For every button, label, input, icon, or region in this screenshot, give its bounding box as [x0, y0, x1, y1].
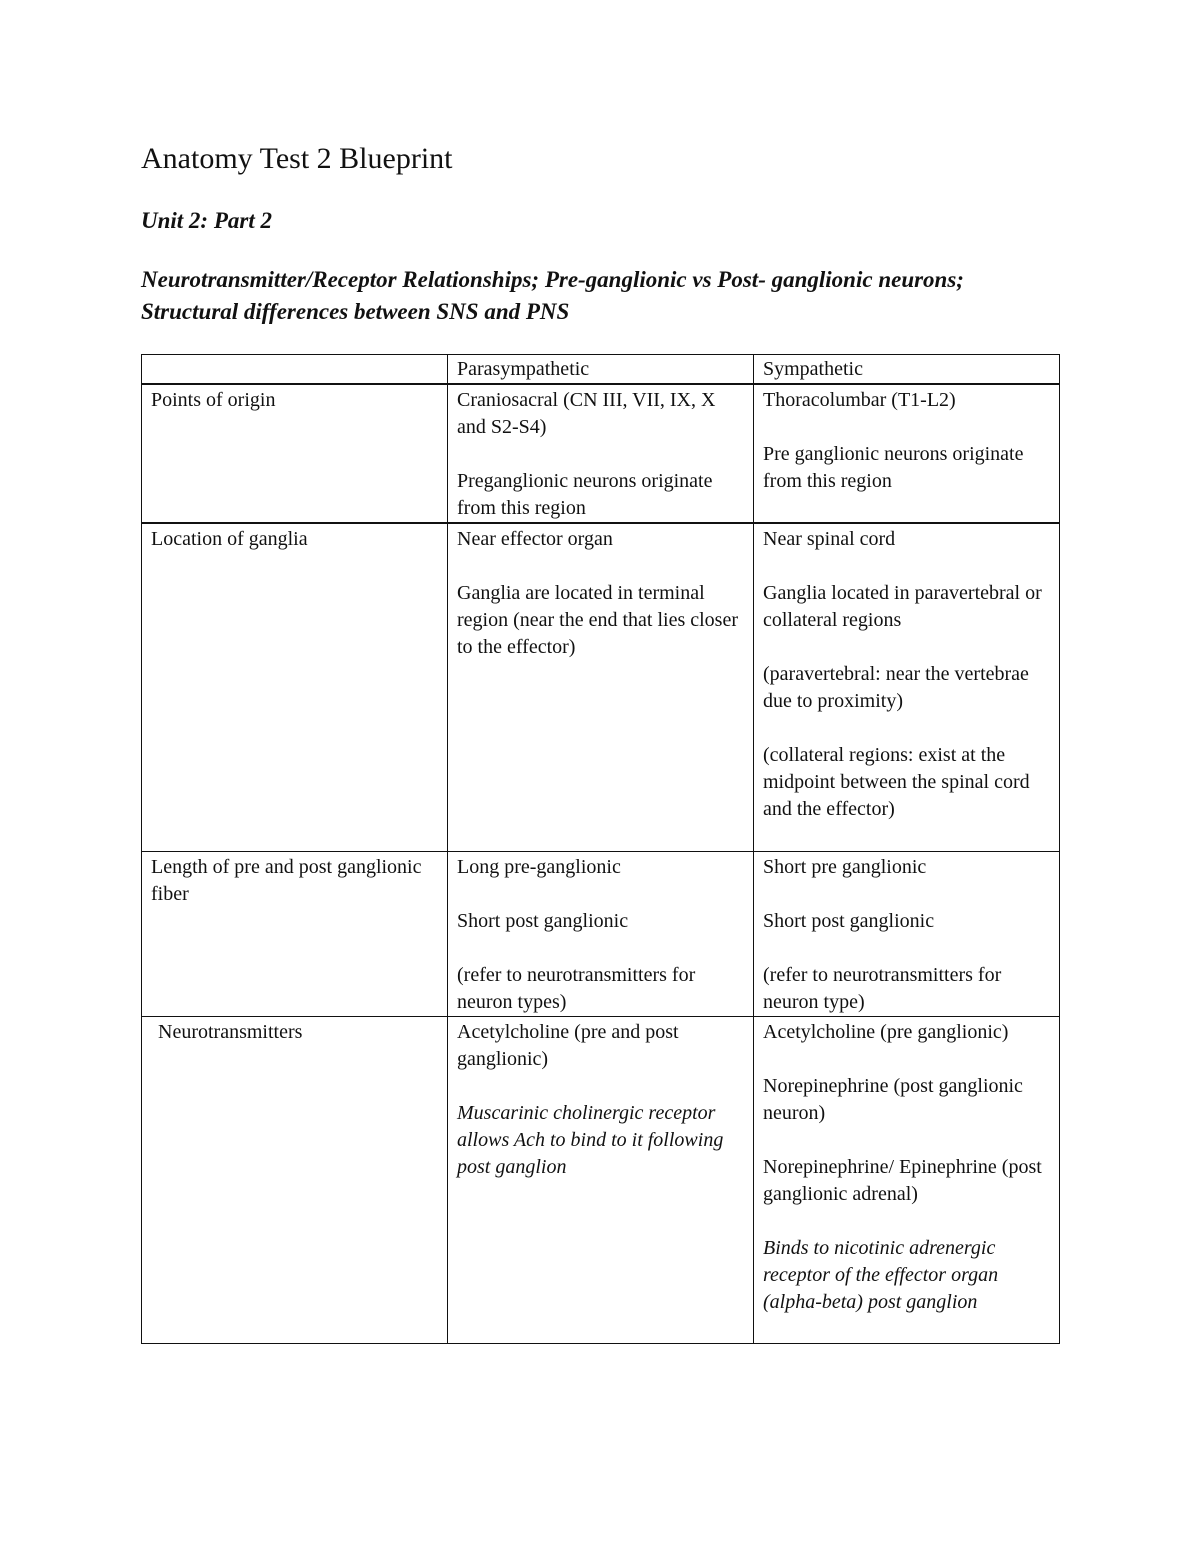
sympathetic-cell [754, 1017, 1060, 1344]
parasympathetic-cell [448, 852, 754, 1017]
cell-paragraph: Near spinal cord [763, 528, 896, 550]
cell-paragraph: Preganglionic neurons originate from this region [457, 470, 713, 519]
cell-paragraph: Near effector organ [457, 528, 613, 550]
cell-paragraph: Ganglia are located in terminal region (near the end that lies closer to the effector) [457, 582, 738, 658]
cell-paragraph-italic: Binds to nicotinic adrenergic receptor of the effector organ (alpha-beta) post ganglion [763, 1237, 999, 1313]
cell-paragraph: Norepinephrine/ Epinephrine (post ganglionic adrenal) [763, 1156, 1042, 1205]
sympathetic-cell [754, 852, 1060, 1017]
cell-paragraph: Thoracolumbar (T1-L2) [763, 389, 956, 411]
parasympathetic-cell [448, 523, 754, 852]
parasympathetic-cell [448, 1017, 754, 1344]
cell-paragraph: Short post ganglionic [457, 910, 629, 932]
table-row [142, 523, 1060, 852]
row-label: Length of pre and post ganglionic fiber [142, 852, 448, 1017]
parasympathetic-cell [448, 384, 754, 523]
cell-paragraph: (collateral regions: exist at the midpoint between the spinal cord and the effector) [763, 744, 1030, 820]
comparison-table [141, 354, 1060, 1344]
cell-paragraph: Acetylcholine (pre ganglionic) [763, 1021, 1009, 1043]
cell-paragraph: Craniosacral (CN III, VII, IX, X and S2-S4) [457, 389, 716, 438]
cell-paragraph: Pre ganglionic neurons originate from this region [763, 443, 1024, 492]
row-label: Points of origin [142, 384, 448, 523]
sympathetic-cell [754, 384, 1060, 523]
table-row [142, 384, 1060, 523]
cell-paragraph-italic: Muscarinic cholinergic receptor allows Ach to bind to it following post ganglion [457, 1102, 724, 1178]
cell-paragraph: Long pre-ganglionic [457, 856, 621, 878]
topics-heading: Neurotransmitter/Receptor Relationships; Pre-ganglionic vs Post- ganglionic neurons; Structural differences between SNS and PNS [141, 267, 964, 324]
unit-heading: Unit 2: Part 2 [141, 208, 272, 233]
row-label-text: Neurotransmitters [158, 1021, 303, 1043]
cell-paragraph: (refer to neurotransmitters for neuron type) [763, 964, 1002, 1013]
cell-paragraph: Acetylcholine (pre and post ganglionic) [457, 1021, 679, 1070]
header-cell-sympathetic: Sympathetic [754, 355, 1060, 385]
cell-paragraph: (paravertebral: near the vertebrae due to proximity) [763, 663, 1029, 712]
cell-paragraph: Short pre ganglionic [763, 856, 927, 878]
header-cell-blank [142, 355, 448, 385]
header-cell-parasympathetic: Parasympathetic [448, 355, 754, 385]
table-row [142, 852, 1060, 1017]
table-row [142, 1017, 1060, 1344]
cell-paragraph: Ganglia located in paravertebral or collateral regions [763, 582, 1042, 631]
cell-paragraph: Short post ganglionic [763, 910, 935, 932]
row-label: Location of ganglia [142, 523, 448, 852]
sympathetic-cell [754, 523, 1060, 852]
cell-paragraph: (refer to neurotransmitters for neuron types) [457, 964, 696, 1013]
row-label [142, 1017, 448, 1344]
cell-paragraph: Norepinephrine (post ganglionic neuron) [763, 1075, 1023, 1124]
table-header-row [142, 355, 1060, 385]
document-title: Anatomy Test 2 Blueprint [141, 142, 453, 175]
